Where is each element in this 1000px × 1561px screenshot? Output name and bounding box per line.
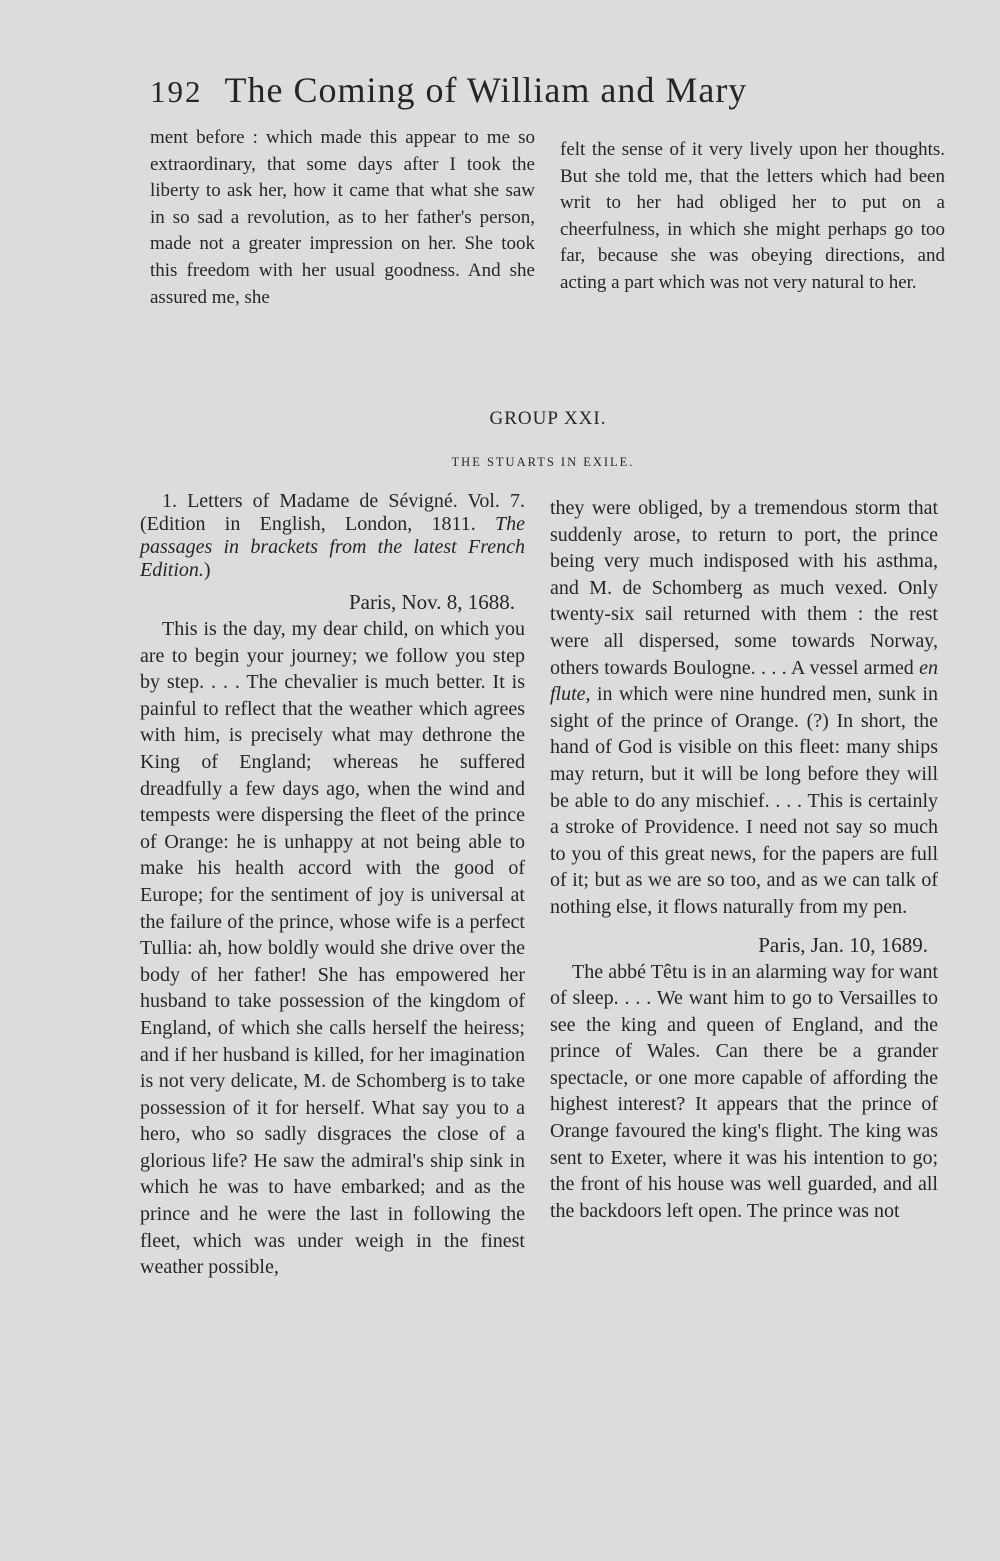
letter-text: they were obliged, by a tremendous storm that suddenly arose, to return to port, the prince being very much indisposed with his asthma, and M. de Schomberg as much vexed. Only twenty-six sail returned with them : the rest were all dispersed, some towards Norway, others towards Boulogne. . . . A vessel armed	[550, 497, 938, 679]
letter-date: Paris, Nov. 8, 1688.	[348, 590, 515, 614]
page-number: 192	[150, 74, 203, 109]
letters-right-column	[550, 495, 938, 1224]
continuation-paragraph-left: ment before : which made this appear to me so extraordinary, that some days after I took the liberty to ask her, how it came that what she saw in so sad a revolution, as to her father's person, made not a greater impression on her. She took this freedom with her usual goodness. And she assured me, she	[150, 127, 535, 308]
letters-left-column	[140, 490, 525, 1281]
continuation-left-column	[150, 125, 535, 311]
source-citation	[140, 490, 525, 582]
letter-date: Paris, Jan. 10, 1689.	[758, 932, 928, 957]
continuation-paragraph-right: felt the sense of it very lively upon her thoughts. But she told me, that the letters which had been writ to her had obliged her to put on a cheerfulness, in which she might perhaps go too far, because she was obeying directions, and acting a part which was not very natural to her.	[560, 139, 945, 293]
letter-paragraph-continued	[550, 495, 938, 921]
citation-italic-note: The passages in brackets from the latest French Edition.	[140, 513, 525, 581]
group-heading: GROUP XXI.	[489, 408, 607, 429]
letter-text: , in which were nine hundred men, sunk in sight of the prince of Orange. (?) In short, the hand of God is visible on this fleet: many ships may return, but it will be long before they will be able to do any mischief. . . . This is certainly a stroke of Providence. I need not say so much to you of this great news, for the papers are full of it; but as we are so too, and as we can talk of nothing else, it flows naturally from my pen.	[550, 683, 938, 918]
section-subtitle: THE STUARTS IN EXILE.	[451, 455, 635, 469]
citation-text: 1. Letters of Madame de Sévigné. Vol. 7. (Edition in English, London, 1811.	[140, 490, 525, 535]
letter-paragraph: This is the day, my dear child, on which you are to begin your journey; we follow you step by step. . . . The chevalier is much better. It is painful to reflect that the weather which agrees with him, is precisely what may dethrone the King of England; whereas he suffered dreadfully a few days ago, when the wind and tempests were dispersing the fleet of the prince of Orange: he is unhappy at not being able to make his health accord with the good of Europe; for the sentiment of joy is universal at the failure of the prince, whose wife is a perfect Tullia: ah, how boldly would she drive over the body of her father! She has empowered her husband to take possession of the kingdom of England, of which she calls herself the heiress; and if her husband is killed, for her imagination is not very delicate, M. de Schomberg is to take possession of it for herself. What say you to a hero, who so sadly disgraces the close of a glorious life? He saw the admiral's ship sink in which he was to have embarked; and as the prince and he were the last in following the fleet, which was under weigh in the finest weather possible,	[140, 618, 525, 1279]
letter-paragraph: The abbé Têtu is in an alarming way for want of sleep. . . . We want him to go to Versailles to see the king and queen of England, and the prince of Wales. Can there be a grander spectacle, or one more capable of affording the highest interest? It appears that the prince of Orange favoured the king's flight. The king was sent to Exeter, where it was his intention to go; the front of his house was well guarded, and all the backdoors left open. The prince was not	[550, 960, 938, 1222]
continuation-right-column	[560, 137, 945, 297]
running-title: The Coming of William and Mary	[224, 70, 748, 110]
citation-close: )	[203, 559, 211, 581]
running-head	[150, 60, 870, 122]
letter-italic-phrase: en flute	[550, 656, 938, 706]
